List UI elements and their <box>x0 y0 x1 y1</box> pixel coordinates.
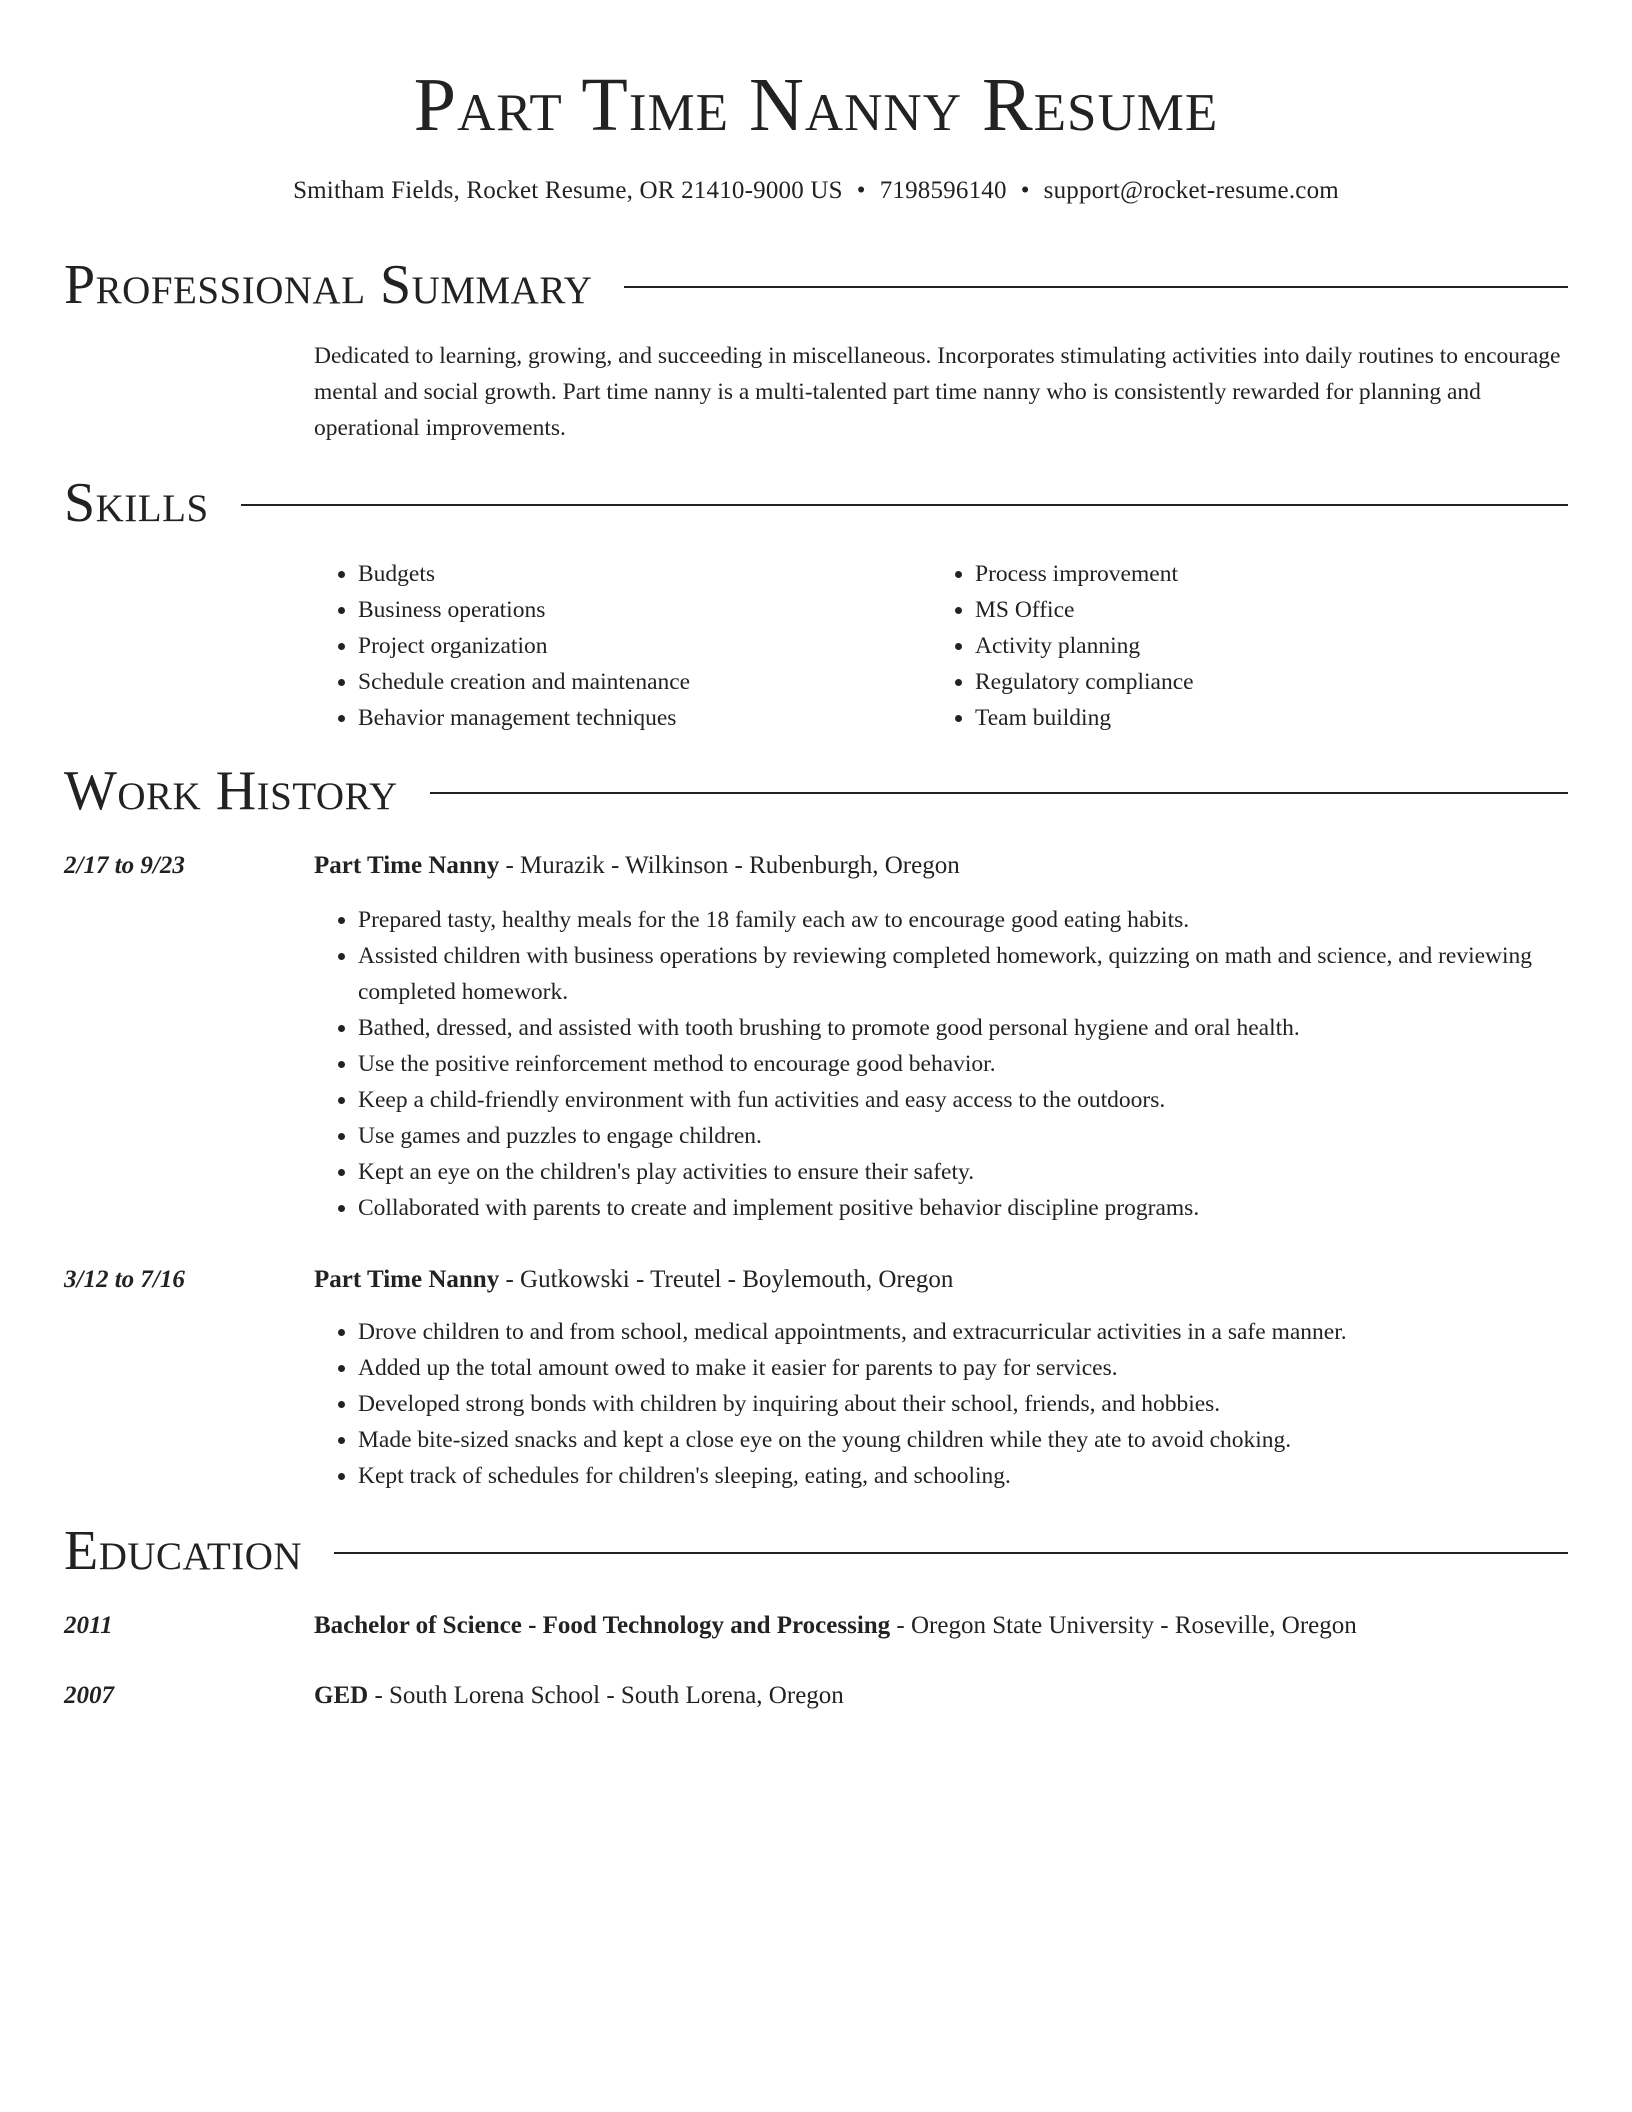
job-title: Part Time Nanny <box>314 1266 500 1293</box>
education-year: 2011 <box>64 1612 113 1639</box>
skills-column-right <box>931 556 1531 736</box>
skill-item: • Schedule creation and maintenance <box>358 664 914 700</box>
job-heading <box>314 1262 1568 1298</box>
education-entry <box>314 1678 1568 1714</box>
skill-item: • Business operations <box>358 592 914 628</box>
skill-item: • Activity planning <box>975 628 1531 664</box>
job-duties <box>314 1314 1568 1494</box>
section-skills-header <box>64 470 1568 536</box>
section-heading: Education <box>64 1520 303 1582</box>
contact-separator: • <box>856 177 866 204</box>
skill-item: • Regulatory compliance <box>975 664 1531 700</box>
section-heading: Professional Summary <box>64 254 593 316</box>
education-year: 2007 <box>64 1682 114 1709</box>
contact-email: support@rocket-resume.com <box>1043 177 1339 204</box>
job-title: Part Time Nanny <box>314 852 500 879</box>
education-degree: Bachelor of Science - Food Technology and Processing <box>314 1612 891 1639</box>
section-divider <box>334 1552 1568 1554</box>
contact-address: Smitham Fields, Rocket Resume, OR 21410-9000 US <box>293 177 843 204</box>
duty-item: • Kept track of schedules for children's sleeping, eating, and schooling. <box>358 1458 1568 1494</box>
education-school: - Oregon State University - Roseville, Oregon <box>890 1612 1357 1639</box>
duty-item: • Keep a child-friendly environment with fun activities and easy access to the outdoors. <box>358 1082 1568 1118</box>
education-school: - South Lorena School - South Lorena, Oregon <box>368 1682 844 1709</box>
section-divider <box>430 792 1568 794</box>
duty-item: • Bathed, dressed, and assisted with tooth brushing to promote good personal hygiene and oral health. <box>358 1010 1568 1046</box>
job-employer: - Murazik - Wilkinson - Rubenburgh, Oregon <box>499 852 960 879</box>
skill-item: • MS Office <box>975 592 1531 628</box>
contact-line <box>0 174 1632 208</box>
education-degree: GED <box>314 1682 369 1709</box>
skill-item: • Process improvement <box>975 556 1531 592</box>
skill-item: • Project organization <box>358 628 914 664</box>
section-heading: Skills <box>64 472 209 534</box>
job-dates: 3/12 to 7/16 <box>64 1266 185 1293</box>
duty-item: • Kept an eye on the children's play activities to ensure their safety. <box>358 1154 1568 1190</box>
skill-item: • Behavior management techniques <box>358 700 914 736</box>
duty-item: • Prepared tasty, healthy meals for the 18 family each aw to encourage good eating habits. <box>358 902 1568 938</box>
duty-item: • Use games and puzzles to engage children. <box>358 1118 1568 1154</box>
duty-item: • Drove children to and from school, medical appointments, and extracurricular activities in a safe manner. <box>358 1314 1568 1350</box>
page-title: Part Time Nanny Resume <box>413 63 1219 147</box>
duty-item: • Added up the total amount owed to make it easier for parents to pay for services. <box>358 1350 1568 1386</box>
section-work-header <box>64 758 1568 824</box>
job-employer: - Gutkowski - Treutel - Boylemouth, Oregon <box>499 1266 954 1293</box>
skill-item: • Budgets <box>358 556 914 592</box>
section-heading: Work History <box>64 760 398 822</box>
job-duties <box>314 902 1568 1226</box>
job-dates: 2/17 to 9/23 <box>64 852 185 879</box>
job-heading <box>314 848 1568 884</box>
section-education-header <box>64 1518 1568 1584</box>
duty-item: • Made bite-sized snacks and kept a close eye on the young children while they ate to avoid choking. <box>358 1422 1568 1458</box>
section-divider <box>624 286 1568 288</box>
duty-item: • Collaborated with parents to create and implement positive behavior discipline programs. <box>358 1190 1568 1226</box>
contact-separator: • <box>1020 177 1030 204</box>
skill-item: • Team building <box>975 700 1531 736</box>
skills-column-left <box>314 556 914 736</box>
duty-item: • Assisted children with business operations by reviewing completed homework, quizzing on math and science, and reviewing completed homework. <box>358 938 1568 1010</box>
education-entry <box>314 1608 1568 1644</box>
section-summary-header <box>64 252 1568 318</box>
section-divider <box>241 504 1568 506</box>
duty-item: • Developed strong bonds with children by inquiring about their school, friends, and hobbies. <box>358 1386 1568 1422</box>
summary-text: Dedicated to learning, growing, and succeeding in miscellaneous. Incorporates stimulating activities into daily routines to encourage mental and social growth. Part time nanny is a multi-talented part time nanny who is consistently rewarded for planning and operational improvements. <box>314 343 1561 441</box>
duty-item: • Use the positive reinforcement method to encourage good behavior. <box>358 1046 1568 1082</box>
contact-phone: 7198596140 <box>879 177 1007 204</box>
